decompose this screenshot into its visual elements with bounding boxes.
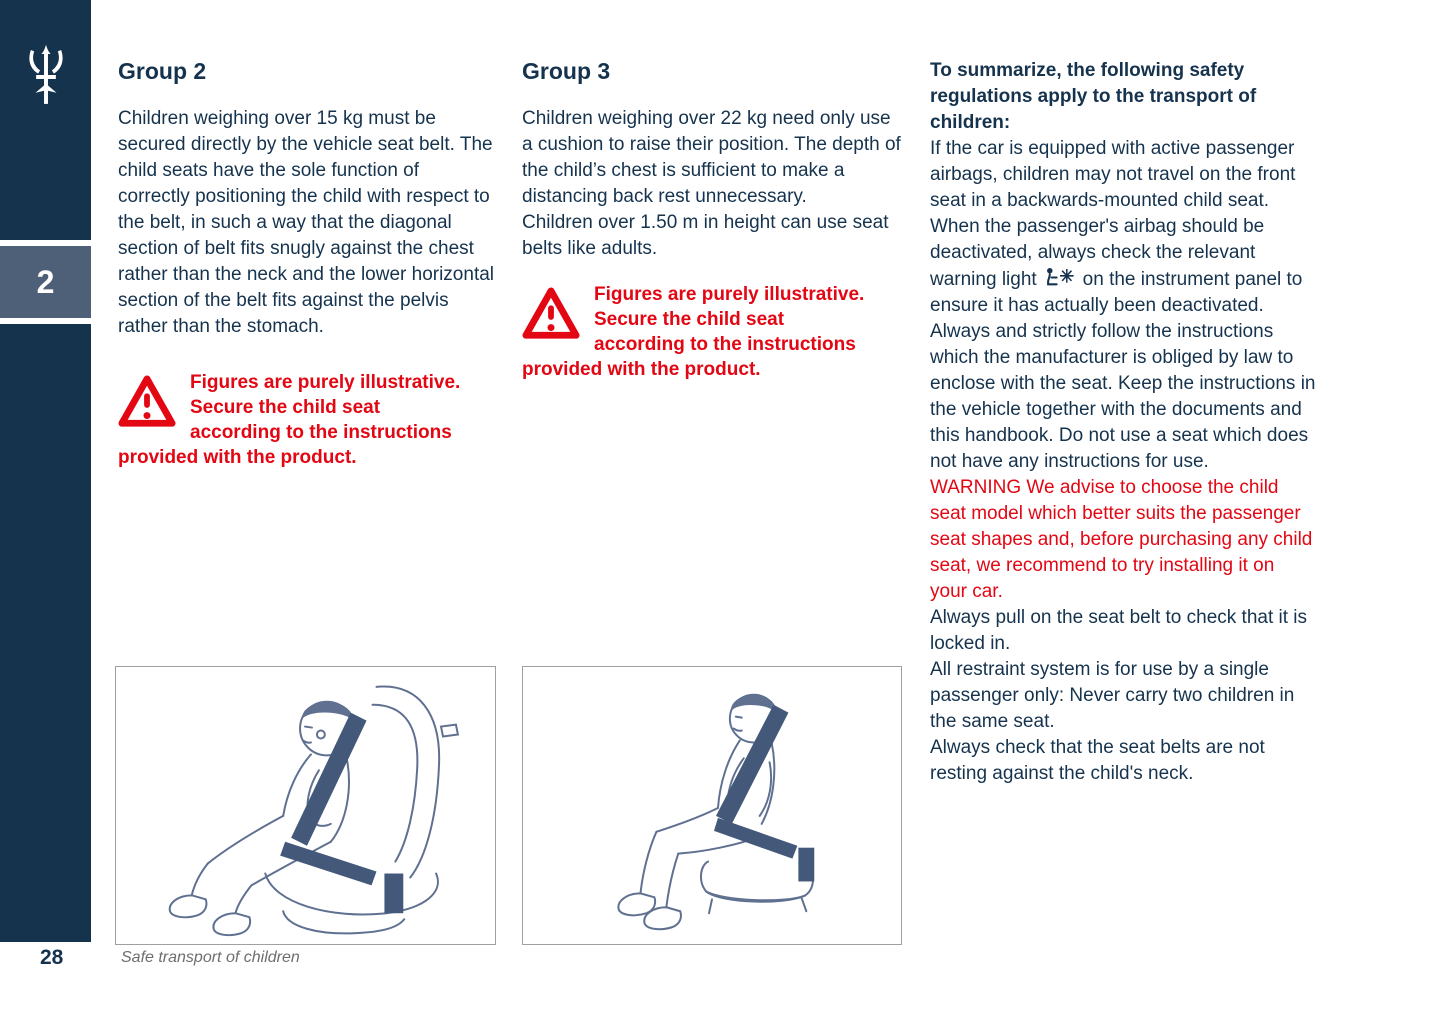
chapter-number: 2 xyxy=(36,263,55,300)
figure-child-seat-group2 xyxy=(115,666,496,945)
group2-warning: Figures are purely illustrative. Secure the child seat according to the instructions provided with the product. xyxy=(118,372,461,468)
page-number: 28 xyxy=(40,946,64,969)
maserati-trident-icon xyxy=(23,44,69,106)
group3-body-2: Children over 1.50 m in height can use seat belts like adults. xyxy=(522,212,889,259)
passenger-airbag-warning-light-icon xyxy=(1043,266,1077,289)
summary-column xyxy=(930,58,1316,787)
group2-warning-text: Figures are purely illustrative. Secure the child seat according to the instructions xyxy=(190,372,461,443)
group3-warning-text: Figures are purely illustrative. Secure the child seat according to the instructions xyxy=(594,284,865,355)
chapter-tab xyxy=(0,246,91,318)
summary-para-4: Always pull on the seat belt to check that it is locked in. xyxy=(930,607,1308,654)
group2-column xyxy=(118,58,496,470)
sidebar-band-top xyxy=(0,0,91,240)
sidebar-band-bottom xyxy=(0,324,91,942)
summary-para-5: All restraint system is for use by a single passenger only: Never carry two children in the same seat. xyxy=(930,659,1295,732)
summary-para-1: If the car is equipped with active passenger airbags, children may not travel on the front seat in a backwards-mounted child seat. xyxy=(930,138,1296,211)
group3-heading: Group 3 xyxy=(522,58,611,84)
summary-heading: To summarize, the following safety regulations apply to the transport of children: xyxy=(930,60,1257,133)
warning-triangle-icon xyxy=(522,286,580,344)
group2-body: Children weighing over 15 kg must be secured directly by the vehicle seat belt. The child seats have the sole function of correctly positioning the child with respect to the belt, in such a way that the diagonal section of belt fits snugly against the chest rather than the neck and the lower horizontal section of the belt fits against the pelvis rather than the stomach. xyxy=(118,108,495,337)
summary-para-3: Always and strictly follow the instructions which the manufacturer is obliged by law to enclose with the seat. Keep the instructions in the vehicle together with the documents and this handbook. Do not use a seat which does not have any instructions for use. xyxy=(930,321,1316,472)
group2-heading: Group 2 xyxy=(118,58,207,84)
group3-column xyxy=(522,58,902,382)
group3-body-1: Children weighing over 22 kg need only use a cushion to raise their position. The depth of the child’s chest is sufficient to make a distancing back rest unnecessary. xyxy=(522,108,901,207)
figure-caption: Safe transport of children xyxy=(121,949,300,966)
summary-warning: WARNING We advise to choose the child seat model which better suits the passenger seat shapes and, before purchasing any child seat, we recommend to try installing it on your car. xyxy=(930,477,1313,602)
summary-para-6: Always check that the seat belts are not resting against the child's neck. xyxy=(930,737,1265,784)
warning-triangle-icon xyxy=(118,374,176,432)
group3-warning: Figures are purely illustrative. Secure the child seat according to the instructions provided with the product. xyxy=(522,284,865,380)
summary-para-2: When the passenger's airbag should be deactivated, always check the relevant warning light on the instrument panel to ensure it has actually been deactivated. xyxy=(930,216,1303,316)
figure-booster-cushion-group3 xyxy=(522,666,902,945)
